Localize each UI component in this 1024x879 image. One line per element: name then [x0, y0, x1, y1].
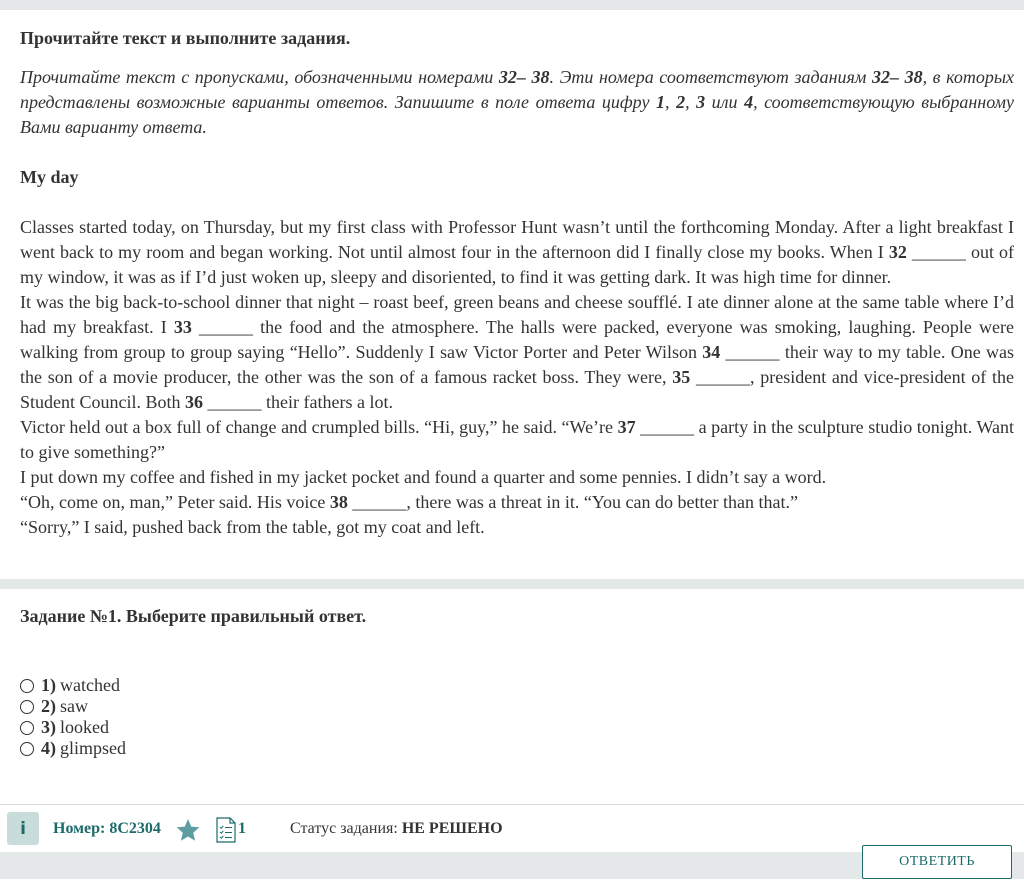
- instruction-heading: Прочитайте текст и выполните задания.: [20, 28, 351, 48]
- radio-button[interactable]: [20, 721, 34, 735]
- instruction-text-part: . Эти номера соответствуют заданиям: [549, 67, 872, 87]
- story-text-part: ______ the food and the atmosphere. The halls were packed, everyone was smoking, laughing. People were walking from group to group saying “Hello”. Suddenly I saw Victor Porter and Peter Wilson: [20, 317, 1014, 362]
- story-paragraph: [20, 215, 1014, 290]
- story-text-part: ______ their fathers a lot.: [203, 392, 393, 412]
- radio-button[interactable]: [20, 742, 34, 756]
- option-label: watched: [60, 675, 120, 695]
- story-text-part: ______, president and vice-president of the Student Council. Both: [20, 367, 1015, 412]
- story-text-part: ______, there was a threat in it. “You can do better than that.”: [347, 492, 798, 512]
- task-section: [20, 604, 1004, 758]
- task-status: [290, 819, 503, 839]
- story-title: My day: [20, 167, 79, 187]
- task-title: Задание №1. Выберите правильный ответ.: [20, 606, 367, 626]
- option-label: glimpsed: [60, 738, 126, 758]
- story-text-part: ______ a party in the sculpture studio tonight. Want to give something?”: [20, 417, 1014, 462]
- instruction-text: [20, 65, 1014, 140]
- story-paragraph: [20, 290, 1014, 415]
- option-number: 2): [41, 696, 56, 716]
- instruction-range: 32– 38: [871, 67, 923, 87]
- answer-option-3[interactable]: [20, 717, 126, 738]
- instruction-text-part: Прочитайте текст с пропусками, обозначенными номерами: [20, 67, 499, 87]
- top-strip: [0, 0, 1024, 10]
- gap-number: 34: [702, 342, 721, 362]
- story-paragraph: [20, 415, 1014, 465]
- story-paragraph: I put down my coffee and fished in my jacket pocket and found a quarter and some pennies. I didn’t say a word.: [20, 467, 827, 487]
- answer-options: [20, 675, 126, 759]
- doc-count: 1: [238, 820, 246, 837]
- gap-number: 37: [617, 417, 636, 437]
- instruction-digit: 4: [744, 92, 754, 112]
- answer-option-1[interactable]: [20, 675, 126, 696]
- gap-number: 36: [185, 392, 204, 412]
- instruction-digit: 1: [656, 92, 665, 112]
- instruction-separator: ,: [685, 92, 697, 112]
- story-paragraph: [20, 490, 1014, 515]
- task-number[interactable]: Номер: 8C2304: [53, 820, 161, 837]
- reading-section: [20, 26, 1014, 540]
- answer-option-2[interactable]: [20, 696, 126, 717]
- task-footer: [0, 804, 1024, 879]
- radio-button[interactable]: [20, 700, 34, 714]
- instruction-range: 32– 38: [498, 67, 550, 87]
- instruction-separator: или: [705, 92, 745, 112]
- footer-divider: [0, 804, 1024, 805]
- answer-button[interactable]: ОТВЕТИТЬ: [862, 845, 1012, 879]
- instruction-digit: 3: [696, 92, 706, 112]
- status-value: НЕ РЕШЕНО: [401, 820, 503, 837]
- checklist-document-icon[interactable]: [215, 817, 237, 843]
- option-number: 3): [41, 717, 56, 737]
- story-text-part: Classes started today, on Thursday, but my first class with Professor Hunt wasn’t until the forthcoming Monday. After a light breakfast I went back to my room and began working. Not until almost four in the afternoon did I finally close my books. When I: [20, 217, 1014, 262]
- info-icon[interactable]: i: [7, 812, 39, 845]
- story-text-part: ______ out of my window, it was as if I’d just woken up, sleepy and disoriented, to find it was getting dark. It was high time for dinner.: [20, 242, 1014, 287]
- gap-number: 35: [672, 367, 691, 387]
- story-text: [20, 215, 1014, 540]
- section-divider: [0, 579, 1024, 589]
- option-label: saw: [60, 696, 88, 716]
- instruction-digit: 2: [676, 92, 686, 112]
- gap-number: 33: [173, 317, 192, 337]
- story-text-part: Victor held out a box full of change and crumpled bills. “Hi, guy,” he said. “We’re: [20, 417, 618, 437]
- option-number: 4): [41, 738, 56, 758]
- star-icon[interactable]: [175, 818, 201, 842]
- status-label: Статус задания:: [290, 820, 402, 837]
- story-text-part: It was the big back-to-school dinner that night – roast beef, green beans and cheese soufflé. I ate dinner alone at the same table where I’d had my breakfast. I: [20, 292, 1014, 337]
- story-text-part: “Oh, come on, man,” Peter said. His voice: [20, 492, 330, 512]
- answer-option-4[interactable]: [20, 738, 126, 759]
- radio-button[interactable]: [20, 679, 34, 693]
- gap-number: 38: [329, 492, 348, 512]
- story-text-part: ______ their way to my table. One was the son of a movie producer, the other was the son of a famous racket boss. They were,: [20, 342, 1014, 387]
- instruction-separator: ,: [665, 92, 677, 112]
- instruction-text-part: , в которых представлены возможные варианты ответов. Запишите в поле ответа цифру: [20, 67, 1014, 112]
- instruction-text-part: , соответствующую выбранному Вами варианту ответа.: [20, 92, 1015, 137]
- gap-number: 32: [888, 242, 907, 262]
- option-number: 1): [41, 675, 56, 695]
- story-paragraph: “Sorry,” I said, pushed back from the table, got my coat and left.: [20, 517, 485, 537]
- option-label: looked: [60, 717, 109, 737]
